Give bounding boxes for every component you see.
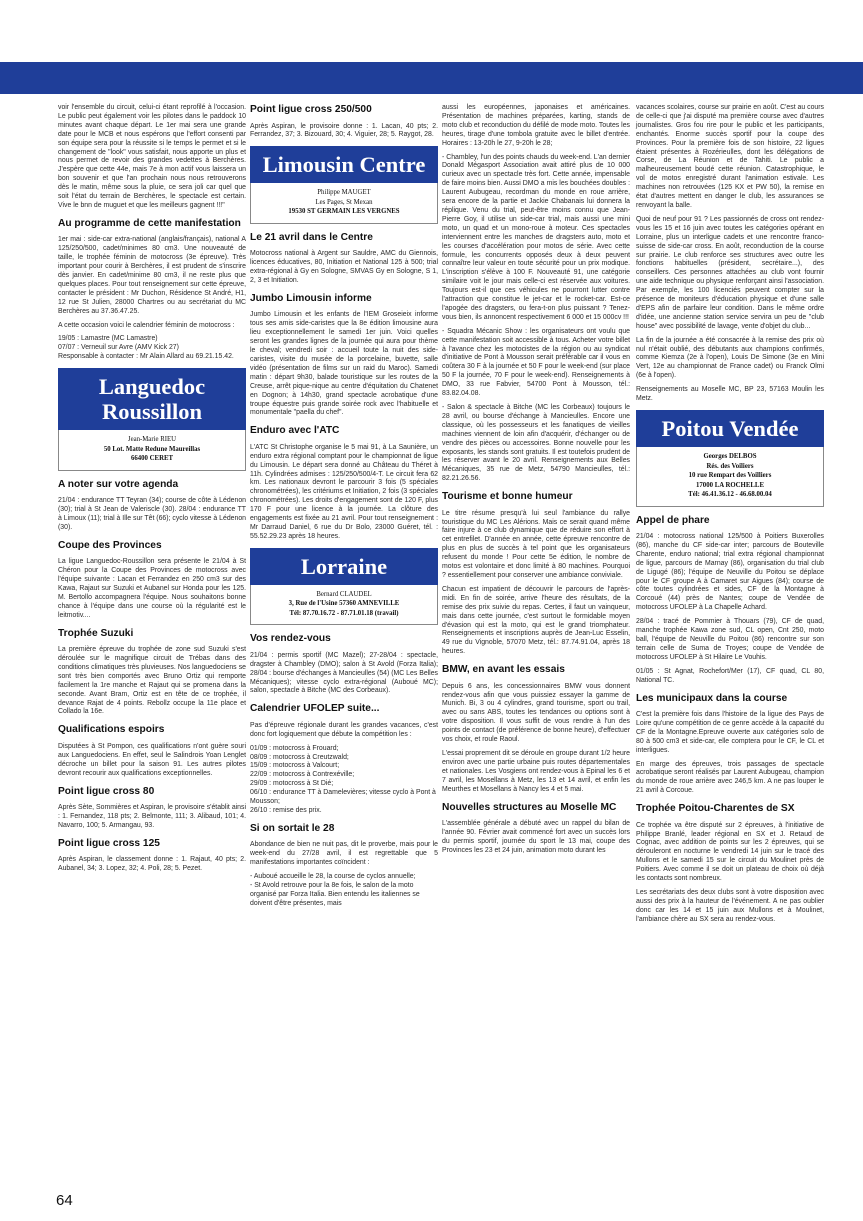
column-4: [636, 104, 824, 930]
list-item: 19/05 : Lamastre (MC Lamastre): [58, 335, 158, 343]
paragraph: Jumbo Limousin et les enfants de l'IEM Groseieix informe tous ses amis side-caristes que la 8e édition limousine aura lieu exceptionnellement le samedi 1er juin. Voici quelles seront les grandes lignes de la journée qui aura pour thème le cheval; vendredi soir : accueil toute la nuit des side-caristes, visite du musée de la porcelaine, buvette, salle vidéo (présentation de films sur un raid du Maroc). Samedi matin : départ 9h30, balade touristique sur les routes de la Creuse, arrêt pique-nique au centre d'équitation du Chatenet en Dognon; à 14h30, grand spectacle acrobatique d'une troupe équestre puis grande soirée rock avec l'habituelle et monumentale "paella du chef".: [250, 311, 438, 417]
section-heading: Trophée Poitou-Charentes de SX: [636, 803, 795, 815]
paragraph: Motocross national à Argent sur Sauldre, AMC du Giennois, licences éducatives, 80, Initiation et National 125 à 500; trial extra-régional à Gy en Sologne, SMVAS Gy en Sologne, S 1, 2, 3 et Initiation.: [250, 250, 438, 285]
section-heading: Appel de phare: [636, 514, 710, 526]
paragraph: La ligue Languedoc-Roussillon sera présente le 21/04 à St Chéron pour la Coupe des Provinces de motocross avec l'équipe suivante : Lacan et Ferrandez en 250 cm3 sur des Kawa, Rajaut sur Suzuki et Aubanel sur Honda pour les 125. M. Bertollo accompagnera l'équipe. Nous souhaitons bonne chance à l'équipe dans une course où la régularité est le leitmotiv....: [58, 558, 246, 619]
page-number: 64: [56, 1192, 73, 1209]
region-banner-limousin: Limousin Centre: [250, 146, 438, 183]
address-line: Jean-Marie RIEU: [127, 436, 177, 444]
section-heading: Au programme de cette manifestation: [58, 217, 241, 229]
paragraph: Renseignements au Moselle MC, BP 23, 57163 Moulin les Metz.: [636, 386, 824, 403]
paragraph: L'ATC St Christophe organise le 5 mai 91, à La Saunière, un enduro extra régional comptant pour le championnat de ligue du Limousin. Le départ sera donné au Château du Théret à 11h. Cylindrées admises : 125/250/500/4-T. Le circuit fera 62 km. Les nationaux devront le parcourir 3 fois (5 spéciales chronométrées), les critériums et Initiation, 2 fois (3 spéciales chronométrées). Les droits d'engagement sont de 120 F, plus 170 F pour une licence à la journée. La clôture des engagements est fixée au 21 avril. Pour tout renseignement : Mr Darraud Daniel, 6 rue du Dr Bolo, 23000 Guéret, tél. : 55.52.29.23 après 18 heures.: [250, 443, 438, 540]
paragraph: Chacun est impatient de découvrir le parcours de l'après-midi. En fin de soirée, arrive l'heure des résultats, de la remise des prix suivie du repas. Certes, il faut un vainqueur, mais dans cette journée, c'est surtout le formidable moyen d'évasion qui est la moto, qui est le grand triomphateur. Renseignements et inscriptions auprès de Jean-Luc Esselin, 49 rue du Vignoble, 57070 Metz, tél.: 87.74.91.04, après 18 heures.: [442, 585, 630, 656]
address-line: 50 Lot. Matte Redune Maureillas: [103, 445, 201, 453]
section-heading: Point ligue cross 125: [58, 837, 160, 849]
list-item: 06/10 : endurance TT à Damelevières; vitesse cyclo à Pont à Mousson;: [250, 789, 436, 806]
section-heading: Vos rendez-vous: [250, 633, 331, 645]
list-item: 01/09 : motocross à Frouard;: [250, 744, 339, 752]
section-heading: Coupe des Provinces: [58, 539, 162, 551]
paragraph: Les secrétariats des deux clubs sont à votre disposition avec aussi des prix à la hauteur de l'événement. A ne pas oublier donc car les 14 et 15 juin aux Mullons et à Moulinet, l'ambiance chère au SX sera au rendez-vous.: [636, 889, 824, 923]
paragraph: Pas d'épreuve régionale durant les grandes vacances, c'est donc fort logiquement que débute la compétition les :: [250, 721, 438, 738]
ufolep-list: [250, 745, 438, 816]
list-item: 29/09 : motocross à St Dié;: [250, 780, 334, 788]
section-heading: Le 21 avril dans le Centre: [250, 231, 373, 243]
paragraph: voir l'ensemble du circuit, celui-ci étant reprofilé à l'occasion. Le public peut également voir les pilotes dans le paddock 10 minutes avant chaque départ. Le 1er mai sera une grande date pour le MCB et nous espérons que l'effort consenti par son équipe sera pour la réussite si le temps le permet et si le changement de "look" vous satisfait, nous apporte un plus et nous permet de revoir des grandes vedettes à Berchères. J'espère que cette 44e, mais 7e à mon actif vous laissera un bon souvenir et que l'an prochain nous nous retrouverons dès le matin, même sous la pluie, ce sera joli car quel que soit l'état du terrain de Berchères, le spectacle est certain. Vive le bnn de muguet et que les meilleurs gagnent !!!": [58, 104, 246, 209]
section-heading: Enduro avec l'ATC: [250, 425, 340, 437]
paragraph: Après Aspiran, le classement donne : 1. Rajaut, 40 pts; 2. Aubanel, 34; 3. Lopez, 32; 4. Poli, 28; 5. Pezet.: [58, 856, 246, 873]
address-line: Tél: 87.70.16.72 - 87.71.01.18 (travail): [289, 609, 399, 617]
paragraph: Le titre résume presqu'à lui seul l'ambiance du rallye touristique du MC Les Alérions. Mais ce serait quand même faire injure à ce club dynamique que de réduire son effort à cet entrefilet. D'année en année, cette épreuve rencontre de plus en plus de succès à tel point que les organisateurs refusent du monde ! Pour cette 5e édition, le nombre de motos est volontaire et donc limité à 80 machines. Pourquoi ? essentiellement pour conserver une ambiance conviviale.: [442, 509, 630, 579]
header-band: [0, 62, 863, 94]
region-address: [636, 447, 824, 507]
paragraph: - Salon & spectacle à Bitche (MC les Corbeaux) toujours le 28 avril, ou bourse d'échange à Mancieulles. Encore une classique, où les possesseurs et les fanatiques de vieilles machines viennent de loin afin d'acquérir, d'échanger ou de vendre des pièces ou accessoires. Bonne nouvelle pour les exposants, les stands sont gratuits. Il est toutefois prudent de les réserver avant le 20 avril. Renseignements aux Belles Mécaniques, 35 rue de Metz, 54790 Mancieulles, tél.: 82.21.26.56.: [442, 404, 630, 483]
feminin-list: [58, 335, 246, 362]
paragraph: L'assemblée générale a débuté avec un rappel du bilan de l'année 90. Février avait commencé fort avec un succès lors du permis sportif, journée du sport le 13 mai, coupe des Provinces les 23 et 24 juin, animation moto durant les: [442, 820, 630, 854]
paragraph: 1er mai : side-car extra-national (anglais/français), national A 125/250/500, cadet/minimes 80 cm3. Une nouveauté de taille, le trophée féminin de motocross (3e épreuve). Très important pour courir à Berchères, il est prudent de s'inscrire dès janvier. En cadet/minime 80 cm3, il ne reste plus que quelques places. Pour tout renseignement sur cette épreuve, contacter le président : Mr Duchon, Résidence St André, H1, 12 rue St Julien, 28000 Chartres ou au secrétariat du MC Berchères au 37.36.47.25.: [58, 236, 246, 315]
paragraph: L'essai proprement dit se déroule en groupe durant 1/2 heure environ avec une partie urbaine puis routes départementales et nationales. Les Vosgiens ont rendez-vous à Epinal les 6 et 7 avril, les Mosellans à Metz, les 13 et 14 avril, et enfin les Meurthes et Mosellans à Nancy les 4 et 5 mai.: [442, 750, 630, 793]
address-line: 19530 ST GERMAIN LES VERGNES: [288, 208, 400, 216]
region-banner-languedoc: Languedoc Roussillon: [58, 368, 246, 430]
address-line: Georges DELBOS: [703, 453, 757, 460]
paragraph: 21/04 : permis sportif (MC Mazel); 27-28/04 : spectacle, dragster à Chambley (DMO); salon à St Avold (Forza Italia); 28/04 : bourse d'échanges à Mancieulles (54) (MC Les Belles Mécaniques); vitesse cyclo extra-régional (Auboué MC); salon, spectacle à Bitche (MC des Corbeaux).: [250, 651, 438, 695]
section-heading: A noter sur votre agenda: [58, 478, 179, 490]
column-2: [250, 104, 438, 914]
paragraph: 21/04 : motocross national 125/500 à Poitiers Buxerolles (86), manche du CF side-car inter; parcours de Bouteville Charente, enduro national; trial extra régional championnat de ligue, parcours de Marnay (86), organisation du trial club de Ligugé (86); l'équipe de Neuville du Poitou se déplace pour le CF groupe A à Camaret sur Aigues (84); course de côte toutes cylindrées et sides, CF de la Montagne à Corcoué (44) près de Nantes; coupe de Vendée de motocross UFOLEP à La Chapelle Achard.: [636, 533, 824, 612]
paragraph: - Squadra Mécanic Show : les organisateurs ont voulu que cette manifestation soit accessible à tous. Acheter votre billet à l'avance chez les motocistes de la région ou au syndicat d'initiative de Pont à Mousson serait préférable car il vous en coûtera 30 F à la journée et 50 F pour le week-end (sur place 50 F la journée, 70 F pour le week-end). Renseignements à DMO, 33 rue Fabvier, 54700 Pont à Mousson, tél.: 83.82.04.08.: [442, 327, 630, 398]
list-item: - Auboué accueille le 28, la course de cyclos annuelle;: [250, 873, 416, 881]
paragraph: C'est la première fois dans l'histoire de la ligue des Pays de Loire qu'une compétition de ce genre accède à la capacité du CF de la Montagne.Epreuve ouverte aux catégories solo de 80 à 500 cm3 et side-car, elle comptera pour le CF, le CL et interligues.: [636, 711, 824, 754]
paragraph: Abondance de bien ne nuit pas, dit le proverbe, mais pour le week-end du 27/28 avril, il est regrettable que 5 manifestations importantes coïncident :: [250, 841, 438, 867]
paragraph: 21/04 : endurance TT Teyran (34); course de côte à Lédenon (30); trial à St Jean de Valeriscle (30). 28/04 : endurance TT à Limoux (11); trial à Ille sur Têt (66); cyclo vitesse à Lédenon (30).: [58, 497, 246, 531]
paragraph: 01/05 : St Agnat, Rochefort/Mer (17), CF quad, CL 80, National TC.: [636, 667, 824, 684]
address-line: 10 rue Rempart des Voilliers: [688, 472, 772, 479]
section-heading: Qualifications espoirs: [58, 724, 165, 736]
address-line: 3, Rue de l'Usine 57360 AMNEVILLE: [288, 600, 400, 608]
paragraph: A cette occasion voici le calendrier féminin de motocross :: [58, 321, 235, 329]
section-heading: Les municipaux dans la course: [636, 692, 788, 704]
section-heading: Jumbo Limousin informe: [250, 292, 372, 304]
section-heading: Point ligue cross 250/500: [250, 104, 372, 115]
address-line: Les Pages, St Mexan: [315, 198, 373, 206]
address-line: 66400 CERET: [130, 455, 174, 463]
section-heading: Calendrier UFOLEP suite...: [250, 703, 380, 715]
paragraph: Depuis 6 ans, les concessionnaires BMW vous donnent rendez-vous afin que vous puissiez essayer la gamme de Munich. Bi, 3 ou 4 cylindres, grand tourisme, sport ou trail, avec ou sans ABS, toutes les tendances ou options sont à votre disposition. Il vous suffit de vous rendre à l'un des points de contact (de préférence de bonne heure), d'effectuer vos choix, et roule Raoul.: [442, 682, 630, 744]
section-heading: Nouvelles structures au Moselle MC: [442, 801, 617, 813]
paragraph: Disputées à St Pompon, ces qualifications n'ont guère souri aux Languedociens. En effet, seul le Salindrois Yoan Lenglet décroche un billet pour la saison 91. Les autres pilotes devront recourir aux qualifications exceptionnelles.: [58, 742, 246, 777]
list-item: 15/09 : motocross à Valcourt;: [250, 762, 340, 770]
list-item: 07/07 : Verneuil sur Avre (AMV Kick 27): [58, 344, 179, 352]
address-line: Philippe MAUGET: [317, 189, 371, 197]
column-3: [442, 104, 630, 861]
paragraph: - Chambley, l'un des points chauds du week-end. L'an dernier Donald Mégasport Association avait attiré plus de 10 000 curieux avec un spectacle très fort. Cette année, impensable de faire moins bien. Aussi DMO a mis les bouchées doubles : Laurent Aubugeau, recordman du monde en roue arrière, sera encore de la partie et Jackie Chabanais lui donnera la réplique. Venu du trial, peut-être moins connu que Jean-Pierre Goy, il utilise un side-car trial, mais aussi une mini moto, un quad et un mono-roue à moteur. Ces spectacles interviennent entre les manches de dragsters auto, moto et les courses d'accélération pour motos de série. Avec cette formule, les concurrents opposés deux à deux peuvent connaître leur valeur en toute sécurité pour un prix modique. L'inscription s'élève à 100 F. Nouveauté 91, une catégorie similaire voit le jour mais celle-ci est réservée aux voitures. Toujours est-il que ces véhicules ne pourront lutter contre l'attraction que constitue le jet-car et le rocket-car. Est-ce l'apogée des dragsters, ou fera-t-on plus puissant ? Tenez-vous bien, ils annoncent respectivement 6 000 et 15 000cv !!!: [442, 153, 630, 321]
paragraph: En marge des épreuves, trois passages de spectacle acrobatique seront réalisés par Laurent Aubugeau, champion du monde de roue arrière avec 246,5 km. A ne pas louper le 21 avril à Corcoue.: [636, 760, 824, 795]
paragraph: Après Sète, Sommières et Aspiran, le provisoire s'établit ainsi : 1. Fernandez, 118 pts; 2. Belmonte, 111; 3. Alibaud, 101; 4. Navarro, 100; 5. Armangau, 93.: [58, 804, 246, 829]
paragraph: vacances scolaires, course sur prairie en août. C'est au cours de celle-ci que j'ai disputé ma première course avec d'autres journalistes. Gros fou rire pour le public et les participants, enchantés. Enorme succès sportif pour la coupe des Provinces. Pour la première fois de son histoire, 22 ligues étaient présentes à Rozérieulles, dont les délégations de Corse, de La Réunion et de Tahiti. Le public a malheureusement boudé cette réunion. Catastrophique, le vol de motos enregistré durant l'animation estivale. Les machines non retrouvées (125 KX et PW 50), la remise en état d'autres mettent en danger le club, les assurances se renvoyant la balle.: [636, 104, 824, 209]
section-heading: Point ligue cross 80: [58, 785, 155, 797]
list-item: 26/10 : remise des prix.: [250, 806, 322, 814]
paragraph: La fin de la journée a été consacrée à la remise des prix où nul n'était oublié, des débutants aux champions confirmés, comme Kiemza (2e à l'open), Louis De Simone (3e en Mini Vert, 12e au championnat de France cadet) ou Franck Olmi (6e à l'open).: [636, 336, 824, 380]
paragraph: Quoi de neuf pour 91 ? Les passionnés de cross ont rendez-vous les 15 et 16 juin avec toutes les catégories opérant en Lorraine, plus un interligue cadets et une rencontre franco-suisse de side-car cross. En août, reconduction de la course sur prairie. Le club renforce ses structures avec outre les fonctions habituelles (président, secrétaire...), des conseillers. Ces personnes attachées au club vont fournir une aide technique ou physique renforçant ainsi l'association. Par exemple, les 100 licenciés peuvent compter sur la présence de moniteurs d'éducation physique et d'une salle d'EPS afin de parfaire leur condition. Dans le même ordre d'idée, une ancienne station service servira un peu de "club house" avec possibilité de lavage, vente d'objet du club...: [636, 215, 824, 330]
paragraph: aussi les européennes, japonaises et américaines. Présentation de machines préparées, karting, stands de moto club et reconduction du défilé de mode moto. Toutes les heures, tirage d'une tombola gratuite avec le billet d'entrée. Horaires : 13-20h le 27, 9-20h le 28;: [442, 104, 630, 147]
address-line: Bernard CLAUDEL: [316, 590, 372, 598]
column-1: [58, 104, 246, 879]
list-item: 22/09 : motocross à Contrexéville;: [250, 771, 355, 779]
list-item: 08/09 : motocross à Creutzwald;: [250, 753, 349, 761]
list-item: Responsable à contacter : Mr Alain Allard au 69.21.15.42.: [58, 353, 234, 361]
section-heading: BMW, en avant les essais: [442, 664, 565, 676]
section-heading: Trophée Suzuki: [58, 627, 134, 639]
sortait-list: [250, 873, 438, 909]
region-address: [250, 585, 438, 626]
region-banner-poitou: Poitou Vendée: [636, 410, 824, 447]
address-line: Rés. des Voiliers: [706, 462, 754, 470]
list-item: - St Avold retrouve pour la 8e fois, le salon de la moto organisé par Forza Italia. Bien entendu les italiennes se doivent d'être présentes, mais: [250, 882, 420, 907]
paragraph: 28/04 : tracé de Pommier à Thouars (79), CF de quad, manche trophée Kawa zone sud, CL open, Cnt 250, moto ball, l'équipe de Neuville du Poitou (86) rencontre sur son terrain celle de Suma de Troyes; coupe de Vendée de motocross UFOLEP à St Hilaire Le Vouhis.: [636, 618, 824, 661]
region-address: [250, 183, 438, 224]
region-banner-lorraine: Lorraine: [250, 548, 438, 585]
section-heading: Tourisme et bonne humeur: [442, 491, 573, 503]
address-line: Tél: 46.41.36.12 - 46.68.00.04: [688, 491, 772, 498]
region-address: [58, 430, 246, 471]
address-line: 17000 LA ROCHELLE: [696, 481, 764, 489]
paragraph: Après Aspiran, le provisoire donne : 1. Lacan, 40 pts; 2. Ferrandez, 37; 3. Bizouard, 30; 4. Viguier, 28; 5. Raygot, 28.: [250, 122, 438, 139]
paragraph: La première épreuve du trophée de zone sud Suzuki s'est déroulée sur le magnifique circuit de Trébas dans des conditions climatiques très pluvieuses. Nos languedociens se sont très bien comportés avec Bruno Ortiz qui remporte facilement la 1re manche et Rajaut qui se promena dans la seconde. Avant Bram, Ortiz est en tête de ce trophée, il devance Rajat de 4 points. Rebollz occupe la 11e place et Collado la 16e.: [58, 646, 246, 716]
paragraph: Ce trophée va être disputé sur 2 épreuves, à l'initiative de Philippe Branlé, leader régional en SX et J. Retaud de Cognac, avec addition de points sur les 2 épreuves, qui se dérouleront en nocturne le vendredi 14 juin sur le tracé des Mullons et le samedi 15 sur le circuit du Moulinet près de Poitiers. Avec comme il se doit un plateau de choix où déjà les contacts sont nombreux.: [636, 821, 824, 883]
section-heading: Si on sortait le 28: [250, 822, 335, 834]
